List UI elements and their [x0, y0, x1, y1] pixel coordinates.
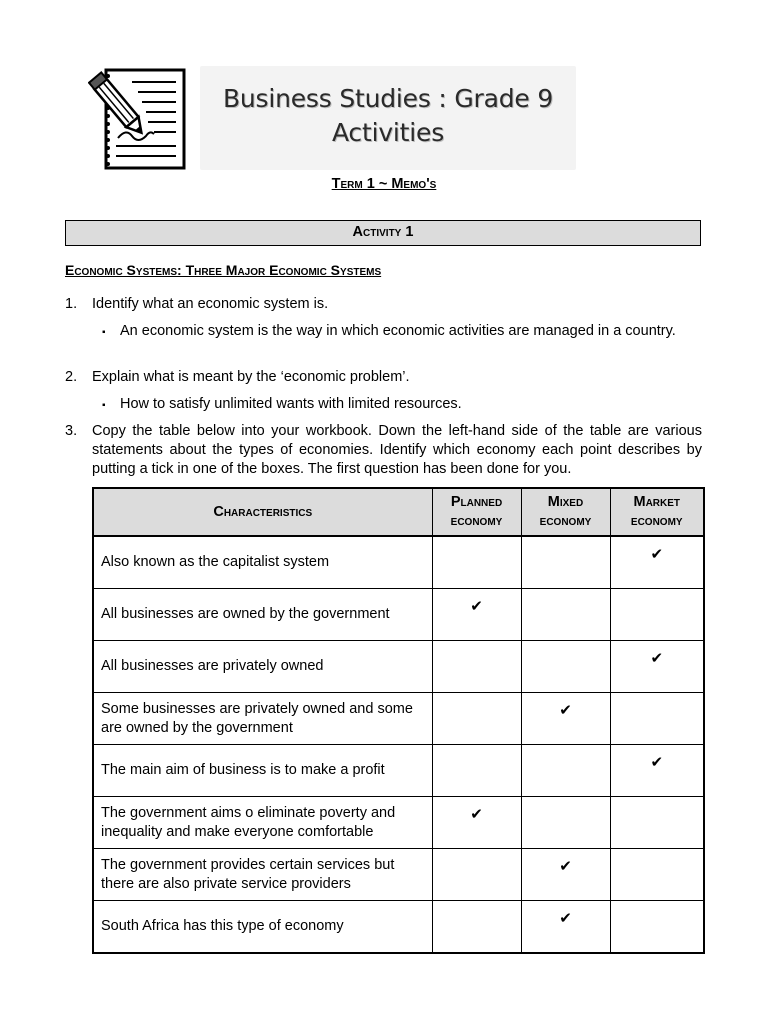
table-row: [93, 536, 704, 589]
question-text: Identify what an economic system is.: [92, 296, 329, 312]
market-tick-cell: ✔: [610, 641, 704, 693]
question-text: Explain what is meant by the ‘economic problem’.: [92, 369, 410, 385]
planned-tick-cell: [432, 901, 521, 954]
header-planned-line1: Planned: [450, 494, 503, 510]
mixed-tick-cell: ✔: [521, 693, 610, 745]
mixed-tick-cell: ✔: [521, 849, 610, 901]
table-row: [93, 849, 704, 901]
mixed-tick-cell: [521, 641, 610, 693]
table-row: [93, 693, 704, 745]
market-tick-cell: [610, 901, 704, 954]
title-line-2: Activities: [331, 118, 445, 147]
mixed-tick-cell: [521, 536, 610, 589]
table-row: [93, 641, 704, 693]
question-number: 1.: [65, 296, 78, 312]
header-mixed-line1: Mixed: [547, 494, 584, 510]
planned-tick-cell: ✔: [432, 797, 521, 849]
header-market-line2: economy: [630, 513, 683, 529]
table-row: [93, 797, 704, 849]
header-mixed: [521, 488, 610, 536]
market-tick-cell: [610, 849, 704, 901]
characteristic-cell: All businesses are privately owned: [93, 641, 432, 693]
mixed-tick-cell: [521, 589, 610, 641]
header-characteristics: [93, 488, 432, 536]
question-number: 2.: [65, 369, 78, 385]
bullet-icon: ▪: [102, 327, 106, 338]
table-header-row: [93, 488, 704, 536]
bullet-icon: ▪: [102, 400, 106, 411]
header-planned-line2: economy: [450, 513, 503, 529]
table-row: [93, 901, 704, 954]
market-tick-cell: ✔: [610, 745, 704, 797]
characteristic-cell: South Africa has this type of economy: [93, 901, 432, 954]
table-row: [93, 745, 704, 797]
planned-tick-cell: [432, 849, 521, 901]
planned-tick-cell: [432, 641, 521, 693]
characteristic-cell: The government aims o eliminate poverty and inequality and make everyone comfortable: [93, 797, 432, 849]
answer-text: An economic system is the way in which economic activities are managed in a country.: [120, 323, 676, 339]
title-line-1: Business Studies : Grade 9: [222, 84, 554, 113]
section-heading: Economic Systems: Three Major Economic Systems: [65, 262, 382, 278]
market-tick-cell: [610, 797, 704, 849]
question-text: Copy the table below into your workbook. Down the left-hand side of the table are various statements about the types of economies. Identify which economy each point describes by putting a tick in one of the boxes. The first question has been done for you.: [92, 423, 702, 477]
question-number: 3.: [65, 423, 78, 439]
characteristic-cell: All businesses are owned by the government: [93, 589, 432, 641]
characteristic-cell: Also known as the capitalist system: [93, 536, 432, 589]
term-heading: Term 1 ~ Memo's: [331, 176, 437, 192]
planned-tick-cell: [432, 536, 521, 589]
notepad-pencil-icon: [88, 64, 190, 172]
economy-table: [92, 487, 705, 954]
table-row: [93, 589, 704, 641]
mixed-tick-cell: [521, 745, 610, 797]
header-title-banner: [200, 66, 576, 170]
answer-text: How to satisfy unlimited wants with limited resources.: [120, 396, 462, 412]
header-market-line1: Market: [633, 494, 681, 510]
characteristic-cell: The main aim of business is to make a profit: [93, 745, 432, 797]
characteristic-cell: The government provides certain services but there are also private service providers: [93, 849, 432, 901]
activity-label: Activity 1: [65, 220, 701, 246]
header-market: [610, 488, 704, 536]
market-tick-cell: ✔: [610, 536, 704, 589]
planned-tick-cell: ✔: [432, 589, 521, 641]
header-mixed-line2: economy: [539, 513, 592, 529]
mixed-tick-cell: [521, 797, 610, 849]
market-tick-cell: [610, 589, 704, 641]
planned-tick-cell: [432, 745, 521, 797]
header-planned: [432, 488, 521, 536]
characteristic-cell: Some businesses are privately owned and some are owned by the government: [93, 693, 432, 745]
planned-tick-cell: [432, 693, 521, 745]
market-tick-cell: [610, 693, 704, 745]
mixed-tick-cell: ✔: [521, 901, 610, 954]
header-characteristics-label: Characteristics: [213, 503, 313, 520]
